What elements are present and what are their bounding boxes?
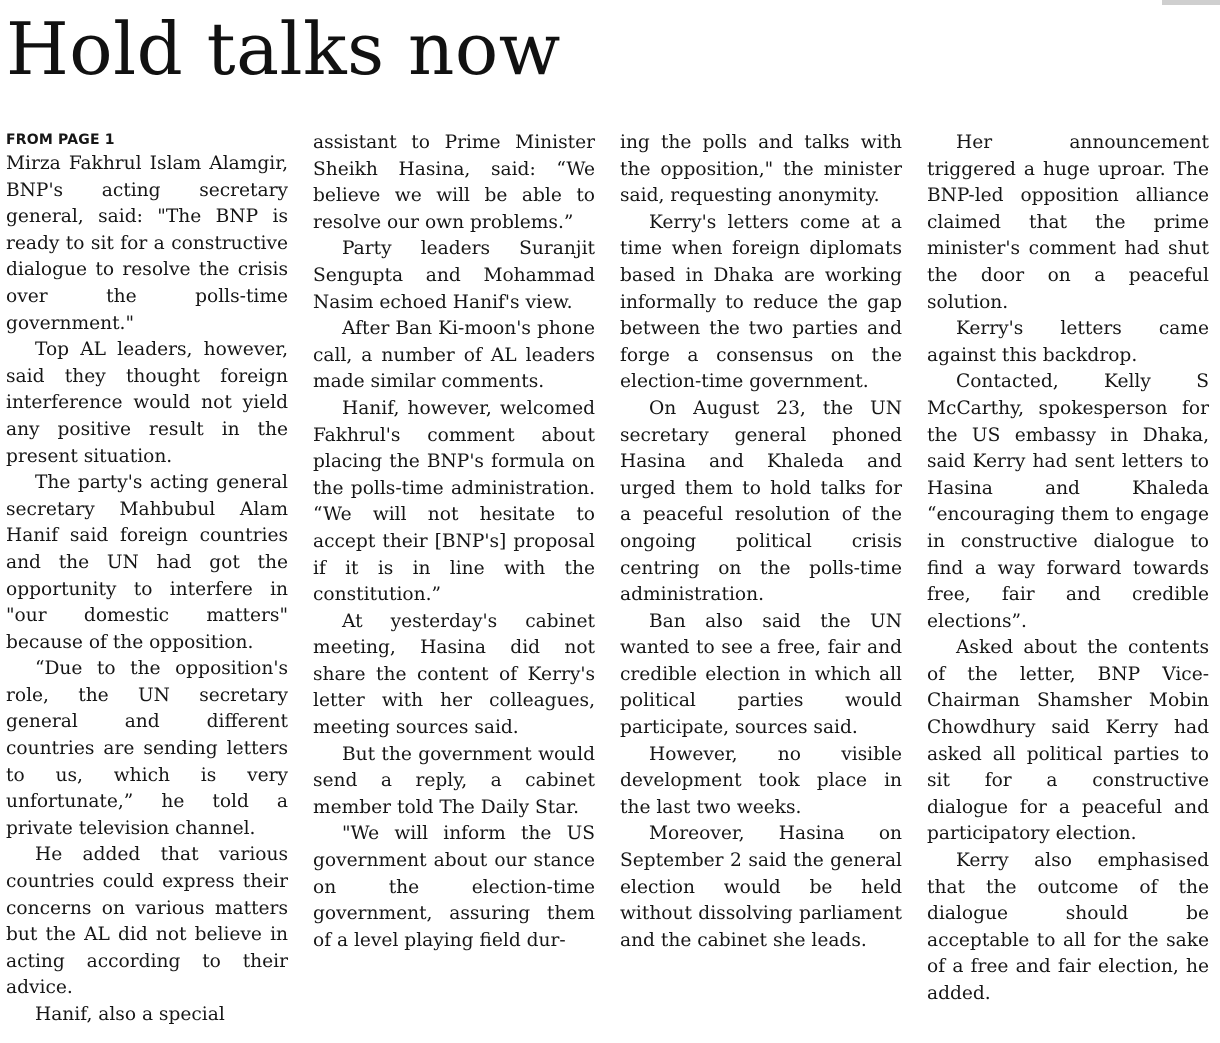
paragraph: The party's acting general secretary Mahbubul Alam Hanif said foreign countries and the UN had got the opportunity to interfere in "our domestic matters" because of the opposition.	[6, 472, 288, 653]
paragraph: Ban also said the UN wanted to see a free, fair and credible election in which all political parties would participate, sources said.	[620, 610, 902, 739]
paragraph: Top AL leaders, however, said they thought foreign interference would not yield any positive result in the present situation.	[6, 339, 288, 467]
article-column-4	[927, 130, 1209, 1008]
paragraph: Kerry also emphasised that the outcome of the dialogue should be acceptable to all for the sake of a free and fair election, he added.	[927, 850, 1209, 1004]
paragraph: Mirza Fakhrul Islam Alamgir, BNP's acting secretary general, said: "The BNP is ready to sit for a constructive dialogue to resolve the crisis over the polls-time government."	[6, 153, 288, 334]
article-column-2	[313, 130, 595, 954]
paragraph: Asked about the contents of the letter, BNP Vice-Chairman Shamsher Mobin Chowdhury said Kerry had asked all political parties to sit for a constructive dialogue for a peaceful and participatory election.	[927, 637, 1209, 845]
paragraph: Hanif, also a special	[35, 1004, 225, 1025]
paragraph: assistant to Prime Minister Sheikh Hasina, said: “We believe we will be able to resolve our own problems.”	[313, 132, 595, 233]
paragraph: Contacted, Kelly S McCarthy, spokesperson for the US embassy in Dhaka, said Kerry had sent letters to Hasina and Khaleda “encouraging them to engage in constructive dialogue to find a way forward towards free, fair and credible elections”.	[927, 371, 1209, 632]
paragraph: “Due to the opposition's role, the UN secretary general and different countries are sending letters to us, which is very unfortunate,” he told a private television channel.	[6, 658, 288, 839]
continuation-kicker: FROM PAGE 1	[6, 132, 115, 148]
paragraph: Her announcement triggered a huge uproar. The BNP-led opposition alliance claimed that the prime minister's comment had shut the door on a peaceful solution.	[927, 132, 1209, 313]
paragraph: Hanif, however, welcomed Fakhrul's comment about placing the BNP's formula on the polls-time administration. “We will not hesitate to accept their [BNP's] proposal if it is in line with the constitution.”	[313, 397, 595, 606]
headline: Hold talks now	[6, 7, 561, 91]
page-edge-mark	[1162, 0, 1220, 5]
paragraph: After Ban Ki-moon's phone call, a number of AL leaders made similar comments.	[313, 318, 595, 393]
paragraph: But the government would send a reply, a cabinet member told The Daily Star.	[313, 743, 595, 818]
paragraph: ing the polls and talks with the opposition," the minister said, requesting anonymity.	[620, 132, 902, 207]
paragraph: On August 23, the UN secretary general phoned Hasina and Khaleda and urged them to hold talks for a peaceful resolution of the ongoing political crisis centring on the polls-time administration.	[620, 397, 902, 606]
paragraph: However, no visible development took place in the last two weeks.	[620, 743, 902, 818]
paragraph: Kerry's letters came against this backdrop.	[927, 318, 1209, 366]
paragraph: Party leaders Suranjit Sengupta and Mohammad Nasim echoed Hanif's view.	[313, 238, 595, 313]
article-column-3	[620, 130, 902, 954]
paragraph: At yesterday's cabinet meeting, Hasina did not share the content of Kerry's letter with her colleagues, meeting sources said.	[313, 610, 595, 739]
paragraph: He added that various countries could express their concerns on various matters but the AL did not believe in acting according to their advice.	[6, 844, 288, 999]
paragraph: Moreover, Hasina on September 2 said the general election would be held without dissolving parliament and the cabinet she leads.	[620, 823, 902, 951]
paragraph: Kerry's letters come at a time when foreign diplomats based in Dhaka are working informally to reduce the gap between the two parties and forge a consensus on the election-time government.	[620, 211, 902, 393]
paragraph: "We will inform the US government about our stance on the election-time government, assuring them of a level playing field dur-	[313, 823, 595, 951]
article-column-1	[6, 130, 288, 1029]
